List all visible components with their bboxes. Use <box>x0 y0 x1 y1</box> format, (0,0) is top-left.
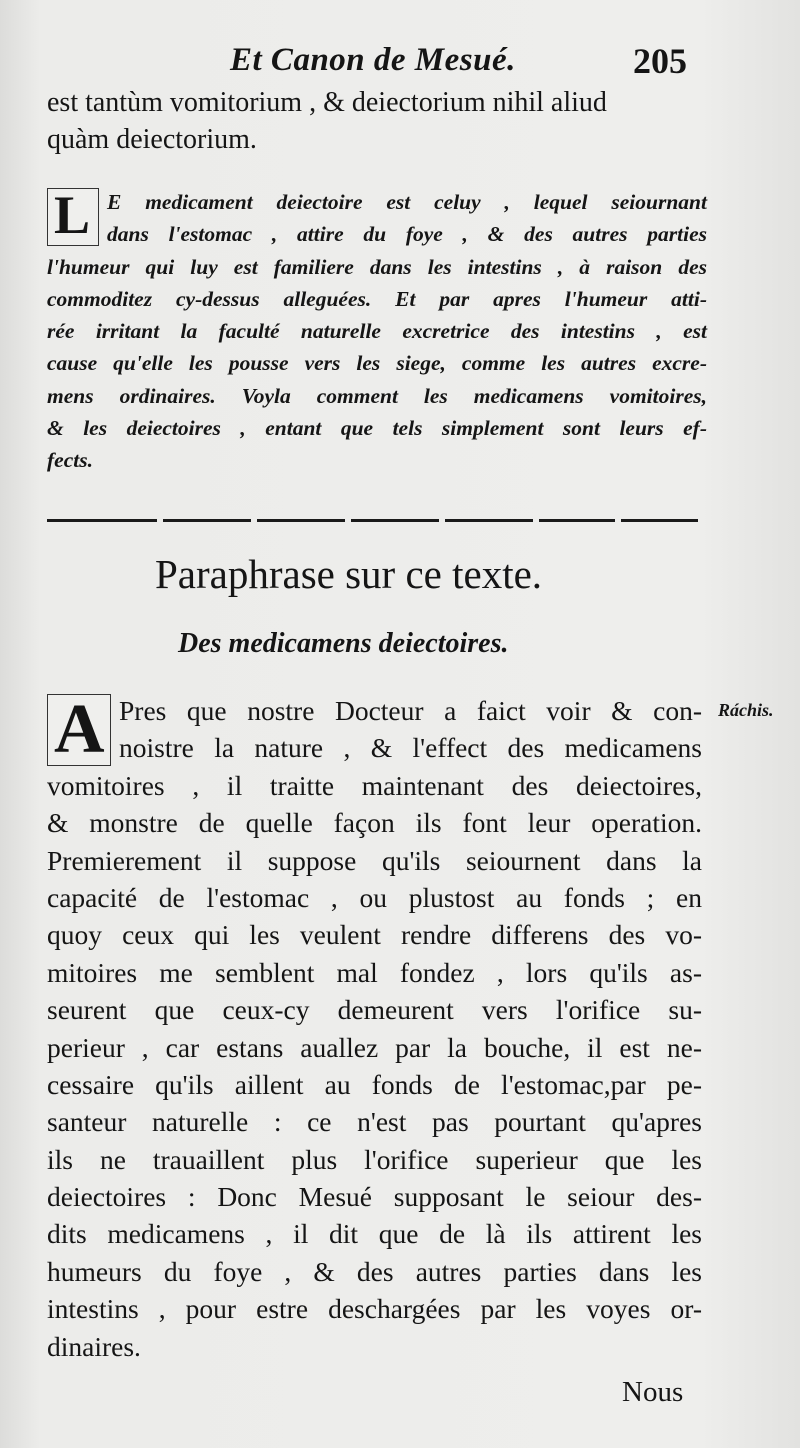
running-head <box>0 38 800 88</box>
text-line: dans l'estomac , attire du foye , & des autres parties <box>107 222 707 247</box>
paragraph-line: & monstre de quelle façon ils font leur operation. <box>47 807 702 839</box>
text-line: fects. <box>47 448 93 473</box>
paragraph-line: ils ne trauaillent plus l'orifice superieur que les <box>47 1143 702 1175</box>
rule-segment <box>445 519 533 522</box>
latin-text <box>47 84 707 158</box>
rule-segment <box>351 519 439 522</box>
latin-line: est tantùm vomitorium , & deiectorium nihil aliud <box>47 87 607 118</box>
latin-line: quàm deiectorium. <box>47 124 257 155</box>
section-subtitle: Des medicamens deiectoires. <box>178 628 509 659</box>
rule-segment <box>257 519 345 522</box>
text-line: mens ordinaires. Voyla comment les medicamens vomitoires, <box>47 383 707 408</box>
paragraph-line: quoy ceux qui les veulent rendre differens des vo- <box>47 919 702 951</box>
paragraph-line: seurent que ceux-cy demeurent vers l'orifice su- <box>47 994 702 1026</box>
text-line: l'humeur qui luy est familiere dans les intestins , à raison des <box>47 254 707 279</box>
section-title: Paraphrase sur ce texte. <box>155 551 543 597</box>
catchword: Nous <box>622 1376 684 1408</box>
paragraph-line: Pres que nostre Docteur a faict voir & con- <box>119 695 702 726</box>
initial-letter: L <box>54 188 91 245</box>
text-line: & les deiectoires , entant que tels simplement sont leurs ef- <box>47 416 707 441</box>
paragraph-line: santeur naturelle : ce n'est pas pourtant qu'apres <box>47 1106 702 1138</box>
rule-segment <box>47 519 157 522</box>
page-number: 205 <box>633 41 687 81</box>
text-line: E medicament deiectoire est celuy , lequel seiournant <box>107 190 707 214</box>
rule-segment <box>539 519 615 522</box>
paragraph-line: intestins , pour estre deschargées par les voyes or- <box>47 1293 702 1325</box>
paragraph-line: mitoires me semblent mal fondez , lors qu'ils as- <box>47 956 702 988</box>
text-line: cause qu'elle les pousse vers les siege, comme les autres excre- <box>47 351 707 376</box>
paragraph-line: vomitoires , il traitte maintenant des deiectoires, <box>47 769 702 801</box>
decorated-initial-l <box>47 188 99 246</box>
paraphrase-paragraph <box>47 692 702 1365</box>
paragraph-line: dinaires. <box>47 1330 141 1362</box>
rule-segment <box>621 519 698 522</box>
paragraph-line: deiectoires : Donc Mesué supposant le seiour des- <box>47 1181 702 1213</box>
paragraph-line: Premierement il suppose qu'ils seiournent dans la <box>47 844 702 876</box>
text-line: rée irritant la faculté naturelle excretrice des intestins , est <box>47 319 707 344</box>
paragraph-line: humeurs du foye , & des autres parties dans les <box>47 1255 702 1287</box>
ornamental-rule <box>47 517 698 525</box>
decorated-initial-a <box>47 694 111 766</box>
initial-letter: A <box>54 694 105 766</box>
paragraph-line: capacité de l'estomac , ou plustost au fonds ; en <box>47 881 702 913</box>
rule-segment <box>163 519 251 522</box>
paragraph-line: dits medicamens , il dit que de là ils attirent les <box>47 1218 702 1250</box>
running-title: Et Canon de Mesué. <box>230 42 516 78</box>
text-line: commoditez cy-dessus alleguées. Et par apres l'humeur atti- <box>47 286 707 311</box>
paragraph-line: noistre la nature , & l'effect des medicamens <box>119 732 702 764</box>
paragraph-line: cessaire qu'ils aillent au fonds de l'estomac,par pe- <box>47 1068 702 1100</box>
margin-note: Ráchis. <box>718 700 774 720</box>
paragraph-line: perieur , car estans auallez par la bouche, il est ne- <box>47 1031 702 1063</box>
text-block <box>47 186 707 477</box>
